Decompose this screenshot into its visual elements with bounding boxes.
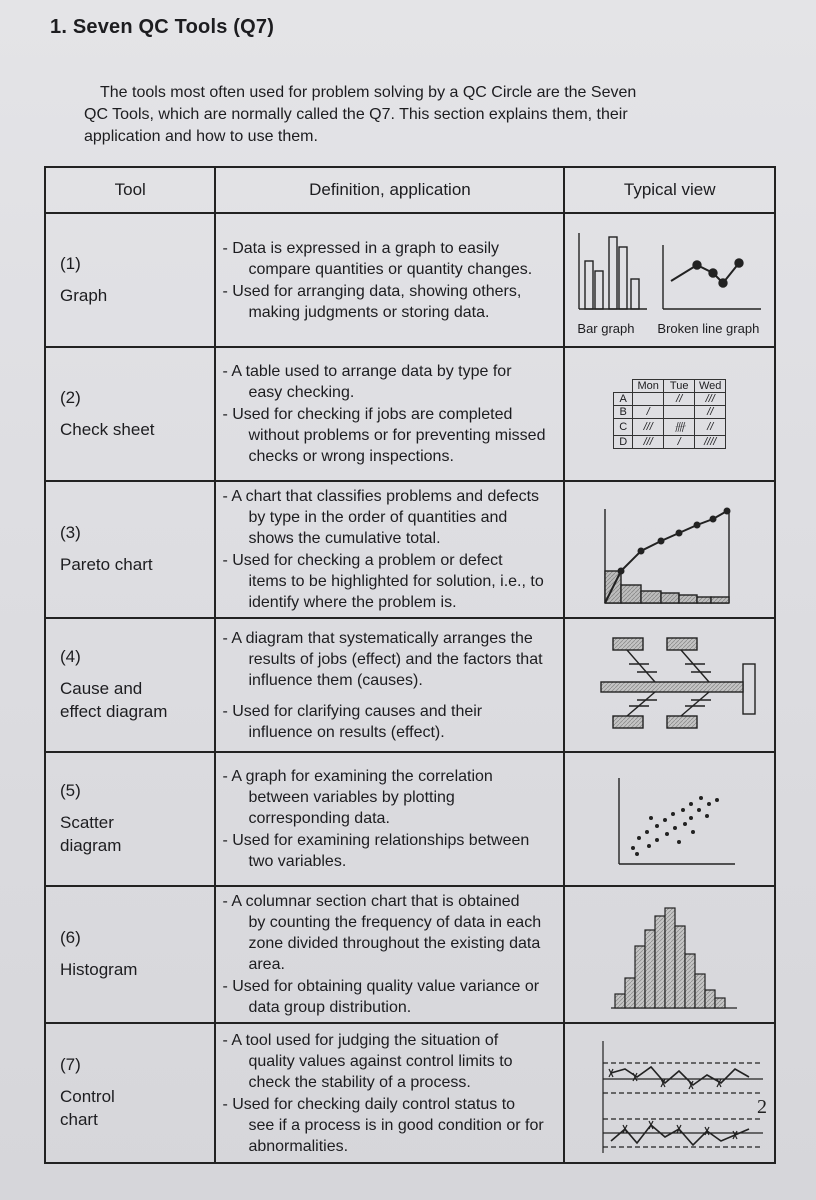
definition-line: influence them (causes). <box>248 671 423 689</box>
definition-item <box>222 1094 559 1157</box>
definition-cell <box>215 752 564 886</box>
definition-line: without problems or for preventing missed <box>248 427 546 444</box>
tool-name: Graph <box>60 285 108 305</box>
definition-line: easy checking. <box>248 384 355 401</box>
definition-item <box>222 1030 559 1093</box>
definition-line: - Used for arranging data, showing others, <box>222 282 522 300</box>
control-chart-label: 2 <box>756 1096 767 1118</box>
tool-name: Histogram <box>60 960 138 979</box>
check-sheet-day: Wed <box>695 380 726 393</box>
tool-name-line: effect diagram <box>60 702 168 721</box>
tool-name-line: diagram <box>60 836 122 855</box>
definition-item <box>222 830 559 872</box>
typical-view-cell <box>564 347 775 481</box>
definition-line: checks or wrong inspections. <box>248 448 454 465</box>
definition-cell <box>215 213 564 347</box>
tool-name <box>60 811 214 857</box>
control-chart-illustration <box>567 1025 773 1161</box>
definition-line: - Used for obtaining quality value variance or <box>222 978 540 995</box>
table-header-row <box>45 167 775 213</box>
definition-line: identify where the problem is. <box>248 594 457 611</box>
header-tool: Tool <box>45 167 215 213</box>
definition-item <box>222 281 559 323</box>
definition-item <box>222 976 559 1018</box>
definition-line: abnormalities. <box>248 1137 349 1155</box>
tally-mark: / <box>633 406 664 419</box>
definition-line: items to be highlighted for solution, i.e., to <box>248 573 544 590</box>
section-title: 1. Seven QC Tools (Q7) <box>50 16 275 38</box>
definition-line: data group distribution. <box>248 999 412 1016</box>
check-sheet-illustration <box>613 379 726 449</box>
tally-mark <box>664 406 695 419</box>
check-sheet-corner <box>614 380 633 393</box>
definition-line: - A table used to arrange data by type for <box>222 363 512 380</box>
definition-item <box>222 550 559 613</box>
tool-name-line: Control <box>60 1087 115 1106</box>
definition-line: - A chart that classifies problems and defects <box>222 488 540 505</box>
table-row <box>45 886 775 1023</box>
definition-cell <box>215 1023 564 1163</box>
check-sheet-row-label: B <box>614 406 633 419</box>
table-row <box>45 752 775 886</box>
definition-line: - A columnar section chart that is obtained <box>222 893 520 910</box>
definition-line: zone divided throughout the existing data <box>248 935 541 952</box>
tool-number: (7) <box>60 1055 81 1074</box>
definition-cell <box>215 618 564 752</box>
tally-mark: /// <box>633 419 664 436</box>
definition-line: making judgments or storing data. <box>248 303 490 321</box>
header-typical-view: Typical view <box>564 167 775 213</box>
definition-line: by counting the frequency of data in each <box>248 914 542 931</box>
bar-graph-icon <box>579 233 647 309</box>
tool-name <box>60 1085 214 1131</box>
definition-cell <box>215 347 564 481</box>
tool-number: (2) <box>60 387 81 407</box>
table-row <box>45 213 775 347</box>
tally-mark: /// <box>695 393 726 406</box>
tool-number: (1) <box>60 253 81 273</box>
table-row <box>45 481 775 618</box>
definition-line: - Data is expressed in a graph to easily <box>222 239 500 257</box>
tool-number: (3) <box>60 523 81 542</box>
check-sheet-day: Tue <box>664 380 695 393</box>
definition-item <box>222 361 559 403</box>
definition-cell <box>215 886 564 1023</box>
typical-view-cell <box>564 481 775 618</box>
tally-mark: 卌 <box>664 419 695 436</box>
intro-line: QC Tools, which are normally called the Q7. This section explains them, their <box>84 106 628 123</box>
tally-mark: /// <box>633 436 664 449</box>
table-row <box>45 1023 775 1163</box>
tool-name-line: Cause and <box>60 679 143 698</box>
definition-line: - A graph for examining the correlation <box>222 768 493 785</box>
table-row <box>45 618 775 752</box>
qc-tools-table <box>44 166 776 1164</box>
definition-line: two variables. <box>248 853 347 870</box>
table-row <box>45 347 775 481</box>
typical-view-cell <box>564 752 775 886</box>
tool-cell <box>45 886 215 1023</box>
tool-name <box>60 677 214 723</box>
definition-item <box>222 404 559 467</box>
definition-item <box>222 238 559 280</box>
typical-view-cell <box>564 886 775 1023</box>
definition-line: between variables by plotting <box>248 789 455 806</box>
tally-mark: // <box>695 406 726 419</box>
definition-item <box>222 486 559 549</box>
tool-number: (4) <box>60 647 81 666</box>
typical-view-cell <box>564 213 775 347</box>
definition-item <box>222 701 559 743</box>
definition-line: influence on results (effect). <box>248 723 445 741</box>
intro-line: application and how to use them. <box>84 128 318 145</box>
tally-mark: // <box>664 393 695 406</box>
intro-line: The tools most often used for problem solving by a QC Circle are the Seven <box>100 84 637 101</box>
definition-line: - A diagram that systematically arranges the <box>222 629 533 647</box>
tally-mark <box>633 393 664 406</box>
check-sheet-day: Mon <box>633 380 664 393</box>
tool-cell <box>45 752 215 886</box>
tool-cell <box>45 213 215 347</box>
definition-line: see if a process is in good condition or for <box>248 1116 544 1134</box>
typical-view-cell <box>564 1023 775 1163</box>
tool-name-line: Scatter <box>60 813 114 832</box>
definition-line: - Used for checking if jobs are completed <box>222 406 513 423</box>
definition-line: shows the cumulative total. <box>248 530 441 547</box>
tool-number: (5) <box>60 781 81 800</box>
definition-item <box>222 628 559 691</box>
definition-line: - A tool used for judging the situation of <box>222 1031 499 1049</box>
scatter-diagram-illustration <box>567 754 773 884</box>
definition-line: - Used for examining relationships between <box>222 832 530 849</box>
definition-item <box>222 891 559 975</box>
pareto-chart-illustration <box>567 485 773 615</box>
tool-cell <box>45 1023 215 1163</box>
tool-name: Pareto chart <box>60 555 153 574</box>
tool-number: (6) <box>60 928 81 947</box>
check-sheet-row-label: A <box>614 393 633 406</box>
definition-line: - Used for checking a problem or defect <box>222 552 503 569</box>
cause-effect-diagram-illustration <box>567 620 773 750</box>
histogram-illustration <box>567 890 773 1020</box>
tool-cell <box>45 481 215 618</box>
broken-line-graph-icon <box>663 245 761 309</box>
tool-name-line: chart <box>60 1110 98 1129</box>
check-sheet-row-label: C <box>614 419 633 436</box>
intro-paragraph <box>84 82 744 148</box>
definition-item <box>222 766 559 829</box>
header-definition: Definition, application <box>215 167 564 213</box>
definition-line: compare quantities or quantity changes. <box>248 260 533 278</box>
tool-cell <box>45 618 215 752</box>
definition-line: by type in the order of quantities and <box>248 509 508 526</box>
definition-cell <box>215 481 564 618</box>
tool-name: Check sheet <box>60 419 155 439</box>
definition-line: quality values against control limits to <box>248 1052 513 1070</box>
line-graph-caption: Broken line graph <box>657 321 760 336</box>
typical-view-cell <box>564 618 775 752</box>
tally-mark: //// <box>695 436 726 449</box>
definition-line: check the stability of a process. <box>248 1073 471 1091</box>
definition-line: area. <box>248 956 285 973</box>
tool-cell <box>45 347 215 481</box>
definition-line: - Used for checking daily control status to <box>222 1095 516 1113</box>
tally-mark: / <box>664 436 695 449</box>
definition-line: - Used for clarifying causes and their <box>222 702 483 720</box>
tally-mark: // <box>695 419 726 436</box>
definition-line: corresponding data. <box>248 810 390 827</box>
check-sheet-row-label: D <box>614 436 633 449</box>
definition-line: results of jobs (effect) and the factors that <box>248 650 543 668</box>
bar-graph-caption: Bar graph <box>577 321 635 336</box>
